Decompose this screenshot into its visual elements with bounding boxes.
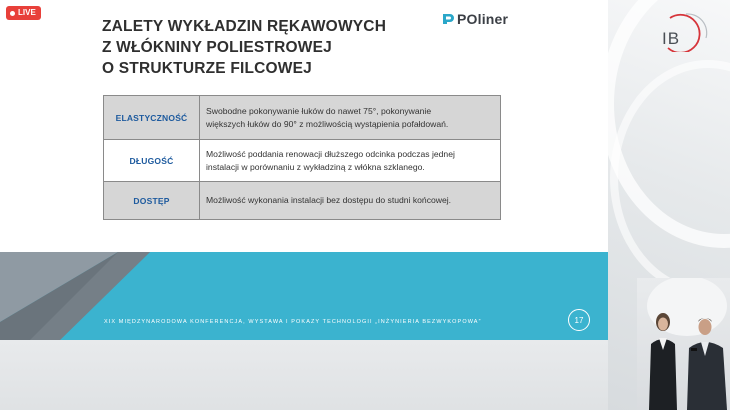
row-description <box>200 182 500 219</box>
title-line-1: ZALETY WYKŁADZIN RĘKAWOWYCH <box>102 18 387 35</box>
title-line-2: Z WŁÓKNINY POLIESTROWEJ <box>102 39 332 56</box>
row-label: DŁUGOŚĆ <box>104 140 200 181</box>
footer-conference-text: XIX MIĘDZYNARODOWA KONFERENCJA, WYSTAWA I POKAZY TECHNOLOGII „INŻYNIERIA BEZWYKOPOWA” <box>104 319 482 325</box>
description-line: większych łuków do 90° z możliwością wystąpienia pofałdowań. <box>206 118 449 129</box>
poliner-brand <box>442 11 508 27</box>
conference-logo: IB <box>662 29 681 48</box>
description-line: instalacji w porównaniu z wykładziną z włókna szklanego. <box>206 161 425 172</box>
advantages-table <box>103 95 501 220</box>
table-row <box>104 140 500 182</box>
slide-title <box>102 16 392 79</box>
row-label: DOSTĘP <box>104 182 200 219</box>
poliner-logo-icon <box>442 13 454 25</box>
brand-name: POliner <box>457 11 509 27</box>
live-badge <box>6 6 41 20</box>
page-number: 17 <box>568 309 590 331</box>
live-label: LIVE <box>18 8 36 17</box>
table-row <box>104 96 500 140</box>
row-description <box>200 140 500 181</box>
description-line: Możliwość wykonania instalacji bez dostępu do studni końcowej. <box>206 195 452 205</box>
row-label: ELASTYCZNOŚĆ <box>104 96 200 139</box>
presenters-image <box>637 278 730 410</box>
description-line: Swobodne pokonywanie łuków do nawet 75°, pokonywanie <box>206 105 432 116</box>
footer-band-shapes <box>0 252 608 340</box>
slide-bottom-shadow <box>0 340 608 410</box>
live-dot-icon <box>10 11 15 16</box>
title-line-3: O STRUKTURZE FILCOWEJ <box>102 60 312 77</box>
description-line: Możliwość poddania renowacji dłuższego odcinka podczas jednej <box>206 148 455 159</box>
row-description <box>200 96 500 139</box>
table-row <box>104 182 500 219</box>
presenter-video <box>637 278 730 410</box>
